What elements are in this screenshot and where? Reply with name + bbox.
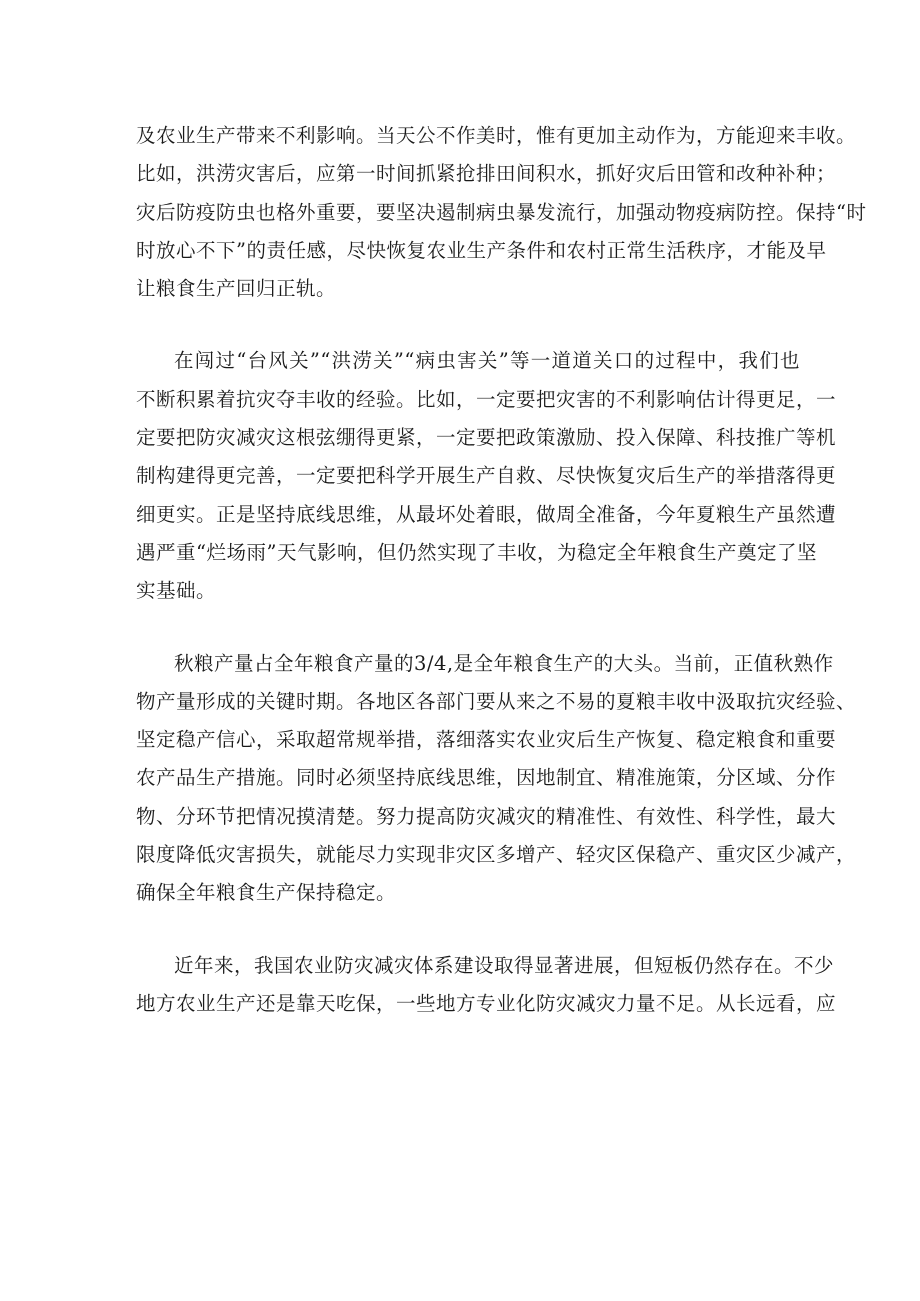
text-line: 灾后防疫防虫也格外重要，要坚决遏制病虫暴发流行，加强动物疫病防控。保持“时 xyxy=(136,200,867,224)
text-line: 物产量形成的关键时期。各地区各部门要从来之不易的夏粮丰收中汲取抗灾经验、 xyxy=(136,689,857,713)
text-line: 限度降低灾害损失，就能尽力实现非灾区多增产、轻灾区保稳产、重灾区少减产， xyxy=(136,843,857,867)
text-line: 秋粮产量占全年粮食产量的3/4,是全年粮食生产的大头。当前，正值秋熟作 xyxy=(174,651,834,675)
paragraph-4 xyxy=(136,947,837,1024)
text-line: 近年来，我国农业防灾减灾体系建设取得显著进展，但短板仍然存在。不少 xyxy=(174,953,835,977)
text-line: 细更实。正是坚持底线思维，从最坏处着眼，做周全准备，今年夏粮生产虽然遭 xyxy=(136,502,837,526)
text-line: 制构建得更完善，一定要把科学开展生产自救、尽快恢复灾后生产的举措落得更 xyxy=(136,464,837,488)
text-line: 地方农业生产还是靠天吃保，一些地方专业化防灾减灾力量不足。从长远看，应 xyxy=(136,991,837,1015)
text-line: 在闯过“台风关”“洪涝关”“病虫害关”等一道道关口的过程中，我们也 xyxy=(174,349,800,373)
text-line: 坚定稳产信心，采取超常规举措，落细落实农业灾后生产恢复、稳定粮食和重要 xyxy=(136,728,837,752)
text-line: 定要把防灾减灾这根弦绷得更紧，一定要把政策激励、投入保障、科技推广等机 xyxy=(136,426,837,450)
text-line: 确保全年粮食生产保持稳定。 xyxy=(136,881,397,905)
paragraph-3 xyxy=(136,645,857,913)
text-line: 物、分环节把情况摸清楚。努力提高防灾减灾的精准性、有效性、科学性，最大 xyxy=(136,804,837,828)
text-line: 让粮食生产回归正轨。 xyxy=(136,277,337,301)
text-line: 比如，洪涝灾害后，应第一时间抓紧抢排田间积水，抓好灾后田管和改种补种； xyxy=(136,162,837,186)
text-line: 实基础。 xyxy=(136,579,217,603)
paragraph-2 xyxy=(136,342,837,610)
text-line: 时放心不下”的责任感，尽快恢复农业生产条件和农村正常生活秩序，才能及早 xyxy=(136,238,827,262)
text-line: 农产品生产措施。同时必须坚持底线思维，因地制宜、精准施策，分区域、分作 xyxy=(136,766,837,790)
text-line: 不断积累着抗灾夺丰收的经验。比如，一定要把灾害的不利影响估计得更足，一 xyxy=(136,387,837,411)
text-line: 及农业生产带来不利影响。当天公不作美时，惟有更加主动作为，方能迎来丰收。 xyxy=(136,124,857,147)
text-line: 遇严重“烂场雨”天气影响，但仍然实现了丰收，为稳定全年粮食生产奠定了坚 xyxy=(136,540,817,564)
paragraph-1 xyxy=(136,117,867,308)
body-text xyxy=(136,117,867,1057)
